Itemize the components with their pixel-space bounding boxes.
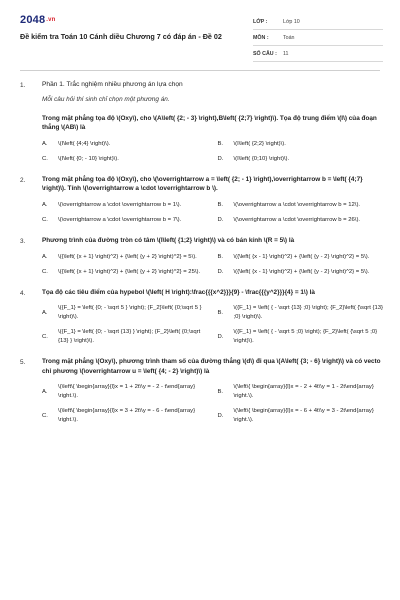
question-4	[20, 288, 385, 347]
option-b[interactable]	[218, 253, 386, 262]
site-logo[interactable]	[20, 14, 56, 26]
option-b[interactable]	[218, 304, 386, 322]
option-letter: A.	[42, 388, 48, 395]
option-letter: B.	[217, 309, 224, 316]
question-number: 2.	[20, 176, 26, 184]
info-label: MÔN :	[253, 34, 269, 41]
option-d[interactable]	[218, 155, 386, 164]
option-c[interactable]	[42, 216, 210, 225]
question-number: 4.	[20, 289, 26, 297]
option-text: \({F_1} = \left( { - \sqrt 5 ;0} \right); {F_2}\left( {\sqrt 5 ;0} \right)\).	[233, 329, 378, 345]
answer-options	[42, 201, 385, 225]
option-text: \({F_1} = \left( {0; - \sqrt {13} } \right); {F_2}\left( {0;\sqrt {13} } \right)\).	[58, 329, 201, 345]
info-value: Toán	[283, 34, 295, 41]
option-d[interactable]	[218, 216, 386, 225]
option-text: \({\left( {x + 1} \right)^2} + {\left( {y + 2} \right)^2} = 25\).	[58, 268, 201, 275]
exam-header	[0, 0, 400, 70]
question-number: 3.	[20, 237, 26, 245]
question-body	[42, 80, 385, 164]
option-letter: D.	[217, 155, 224, 162]
part-title: Phần 1. Trắc nghiệm nhiều phương án lựa chọn	[42, 81, 183, 88]
option-a[interactable]	[42, 201, 210, 210]
exam-title: Đề kiểm tra Toán 10 Cánh diều Chương 7 có đáp án - Đề 02	[20, 32, 222, 41]
option-text: \({F_1} = \left( { - \sqrt {13} ;0} \right); {F_2}\left( {\sqrt {13} ;0} \right)\).	[233, 305, 383, 321]
question-body	[42, 175, 385, 225]
option-letter: A.	[42, 253, 48, 260]
option-text: \(\left\{ \begin{array}{l}x = 1 + 2t\\y = - 2 - t\end{array} \right.\).	[58, 384, 196, 400]
answer-options	[42, 140, 385, 164]
question-body	[42, 288, 385, 347]
option-d[interactable]	[218, 268, 386, 277]
option-text: \(I\left( {2;2} \right)\).	[233, 140, 286, 147]
part-instruction: Mỗi câu hỏi thí sinh chỉ chọn một phương án.	[42, 95, 170, 103]
option-c[interactable]	[42, 155, 210, 164]
option-text: \(I\left( {0; - 10} \right)\).	[58, 155, 119, 162]
option-text: \({\left( {x - 1} \right)^2} + {\left( {y - 2} \right)^2} = 5\).	[233, 268, 370, 275]
exam-info-panel	[253, 14, 383, 62]
question-1	[20, 80, 385, 164]
question-body	[42, 236, 385, 277]
info-value: 11	[283, 50, 289, 57]
option-text: \(\overrightarrow a \cdot \overrightarrow b = 1\).	[58, 201, 182, 208]
option-b[interactable]	[218, 201, 386, 210]
option-d[interactable]	[218, 328, 386, 346]
option-letter: B.	[217, 140, 224, 147]
answer-options	[42, 304, 385, 346]
question-text: Tọa độ các tiêu điểm của hypebol \(\left( H \right):\frac{{{x^2}}}{9} - \frac{{{y^2}}}{4} = 1\) là	[42, 288, 315, 296]
option-d[interactable]	[218, 407, 386, 425]
option-letter: D.	[217, 333, 224, 340]
option-a[interactable]	[42, 304, 210, 322]
logo-ext: .vn	[46, 17, 56, 23]
info-row-class	[253, 14, 383, 30]
option-text: \(\left\{ \begin{array}{l}x = 3 + 2t\\y = - 6 - t\end{array} \right.\).	[58, 408, 196, 424]
question-number: 1.	[20, 82, 26, 89]
info-value: Lớp 10	[283, 18, 300, 25]
question-text: Trong mặt phẳng \(Oxy\), phương trình tham số của đường thẳng \(d\) đi qua \(A\left( {3; - 6} \right)\) và có vecto chỉ phương \(\overrightarrow u = \left( {4; - 2} \right)\) là	[42, 358, 381, 375]
option-a[interactable]	[42, 253, 210, 262]
logo-main: 2048	[20, 14, 46, 26]
option-b[interactable]	[218, 383, 386, 401]
option-letter: A.	[42, 140, 48, 147]
option-b[interactable]	[218, 140, 386, 149]
question-number: 5.	[20, 359, 26, 367]
option-letter: C.	[42, 412, 48, 419]
option-text: \(\overrightarrow a \cdot \overrightarrow b = 7\).	[58, 216, 182, 223]
option-letter: D.	[217, 412, 224, 419]
option-a[interactable]	[42, 383, 210, 401]
question-3	[20, 236, 385, 277]
option-letter: B.	[217, 253, 224, 260]
option-c[interactable]	[42, 407, 210, 425]
info-row-question-count	[253, 46, 383, 62]
option-letter: B.	[217, 201, 224, 208]
option-letter: A.	[42, 309, 48, 316]
question-5	[20, 357, 385, 425]
option-text: \({\left( {x - 1} \right)^2} + {\left( {y - 2} \right)^2} = 5\).	[233, 253, 370, 260]
info-label: LỚP :	[253, 18, 268, 25]
info-row-subject	[253, 30, 383, 46]
option-text: \(\overrightarrow a \cdot \overrightarrow b = 12\).	[233, 201, 361, 208]
question-text: Trong mặt phẳng tọa độ \(Oxy\), cho \(\overrightarrow a = \left( {2; - 1} \right),\overrightarrow b = \left( {4;7} \right)\). Tính \(\overrightarrow a \cdot \overrightarrow b \).	[42, 175, 363, 193]
option-letter: C.	[42, 333, 48, 340]
option-text: \(I\left( {0;10} \right)\).	[233, 155, 290, 162]
option-text: \({\left( {x + 1} \right)^2} + {\left( {y + 2} \right)^2} = 5\).	[58, 253, 197, 260]
option-letter: D.	[217, 268, 224, 275]
option-text: \(\left\{ \begin{array}{l}x = - 6 + 4t\\y = 3 - 2t\end{array} \right.\).	[233, 408, 374, 424]
question-body	[42, 357, 385, 425]
question-list	[20, 80, 385, 436]
answer-options	[42, 383, 385, 425]
option-c[interactable]	[42, 328, 210, 346]
answer-options	[42, 253, 385, 277]
question-2	[20, 175, 385, 225]
option-text: \(\left\{ \begin{array}{l}x = - 2 + 4t\\y = 1 - 2t\end{array} \right.\).	[233, 384, 374, 400]
info-label: SỐ CÂU :	[253, 50, 277, 57]
option-text: \({F_1} = \left( {0; - \sqrt 5 } \right); {F_2}\left( {0;\sqrt 5 } \right)\).	[58, 305, 202, 321]
option-letter: B.	[217, 388, 224, 395]
option-text: \(\overrightarrow a \cdot \overrightarrow b = 26\).	[233, 216, 361, 223]
option-letter: D.	[217, 216, 224, 223]
option-text: \(I\left( {4;4} \right)\).	[58, 140, 111, 147]
option-a[interactable]	[42, 140, 210, 149]
option-c[interactable]	[42, 268, 210, 277]
option-letter: C.	[42, 155, 48, 162]
option-letter: A.	[42, 201, 48, 208]
option-letter: C.	[42, 268, 48, 275]
header-divider	[20, 70, 380, 71]
question-text: Phương trình của đường tròn có tâm \(I\left( {1;2} \right)\) và có bán kính \(R = 5\) là	[42, 236, 295, 244]
option-letter: C.	[42, 216, 48, 223]
question-text: Trong mặt phẳng tọa độ \(Oxy\), cho \(A\left( {2; - 3} \right),B\left( {2;7} \right)\). Tọa độ trung điểm \(I\) của đoạn thẳng \(AB\) là	[42, 114, 377, 132]
